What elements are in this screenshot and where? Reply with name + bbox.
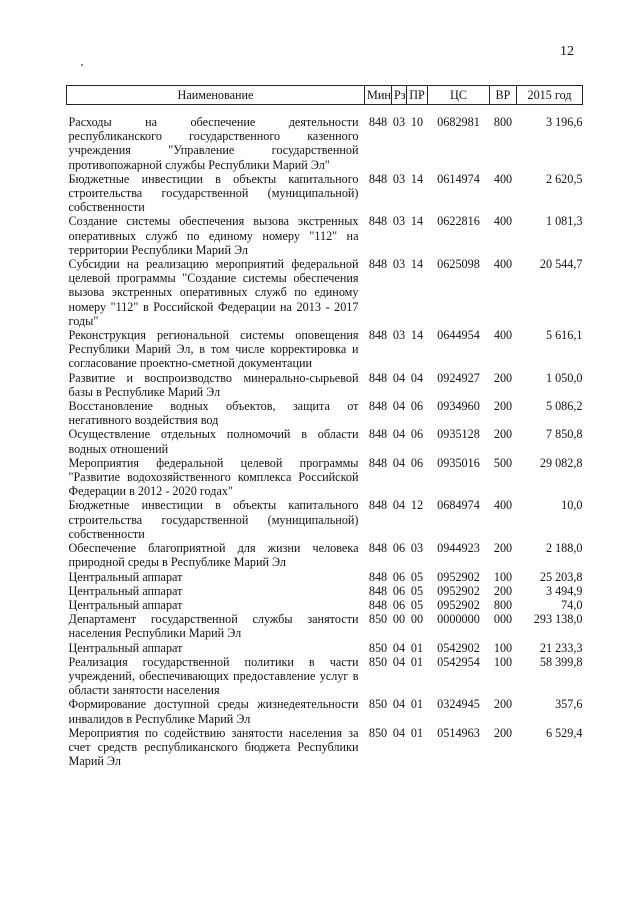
table-row	[67, 655, 583, 698]
table-row	[67, 726, 583, 769]
cell-pr: 10	[410, 115, 424, 129]
cell-vr: 400	[493, 498, 513, 513]
cell-pr: 14	[410, 328, 424, 343]
cell-vr: 500	[493, 455, 513, 470]
table-row	[67, 598, 583, 612]
cell-cs: 0614974	[437, 171, 480, 186]
cell-name: Расходы на обеспечение деятельности республиканского государственного казенного учреждения "Управление государственной противопожарной службы Республики Марий Эл"	[68, 115, 359, 172]
cell-pr: 06	[410, 455, 424, 470]
cell-sum: 21 233,3	[539, 640, 583, 655]
cell-min: 848	[368, 399, 388, 414]
cell-cs: 0682981	[437, 115, 480, 129]
cell-name: Центральный аппарат	[68, 640, 183, 655]
cell-pr: 00	[410, 612, 424, 627]
cell-min: 848	[368, 498, 388, 513]
table-row	[67, 427, 583, 455]
cell-pr: 14	[410, 257, 424, 272]
cell-name: Департамент государственной службы занятости населения Республики Марий Эл	[68, 612, 359, 641]
cell-name: Реконструкция региональной системы оповещения Республики Марий Эл, в том числе корректировка и согласование проектно-сметной документации	[68, 328, 359, 371]
cell-rz: 00	[392, 612, 406, 627]
cell-vr: 200	[493, 370, 513, 385]
cell-sum: 5 616,1	[545, 328, 583, 343]
header-name: Наименование	[67, 86, 365, 105]
header-vr: ВР	[490, 86, 517, 105]
cell-min: 848	[368, 569, 388, 584]
cell-rz: 03	[392, 214, 406, 229]
header-cs: ЦС	[428, 86, 490, 105]
cell-name: Центральный аппарат	[68, 569, 183, 584]
cell-min: 848	[368, 597, 388, 612]
cell-min: 850	[368, 697, 388, 712]
cell-vr: 200	[493, 399, 513, 414]
cell-sum: 74,0	[561, 597, 583, 612]
cell-min: 848	[368, 455, 388, 470]
cell-name: Формирование доступной среды жизнедеятельности инвалидов в Республике Марий Эл	[68, 697, 359, 726]
cell-min: 848	[368, 214, 388, 229]
cell-sum: 1 081,3	[545, 214, 583, 229]
cell-min: 848	[368, 541, 388, 556]
cell-vr: 400	[493, 214, 513, 229]
cell-cs: 0924927	[437, 370, 480, 385]
cell-vr: 100	[493, 640, 513, 655]
cell-sum: 25 203,8	[539, 569, 583, 584]
header-rz: Рз	[392, 86, 407, 105]
cell-cs: 0644954	[437, 328, 480, 343]
cell-min: 848	[368, 583, 388, 598]
table-row	[67, 498, 583, 541]
cell-pr: 06	[410, 427, 424, 442]
cell-vr: 400	[493, 257, 513, 272]
cell-sum: 2 620,5	[545, 171, 583, 186]
cell-cs: 0622816	[437, 214, 480, 229]
cell-min: 850	[368, 612, 388, 627]
cell-sum: 58 399,8	[539, 654, 583, 669]
cell-sum: 10,0	[561, 498, 583, 513]
cell-vr: 800	[493, 115, 513, 129]
cell-rz: 06	[392, 583, 406, 598]
cell-rz: 04	[392, 725, 406, 740]
cell-vr: 800	[493, 597, 513, 612]
cell-pr: 04	[410, 370, 424, 385]
cell-name: Реализация государственной политики в части учреждений, обеспечивающих предоставление услуг в области занятости населения	[68, 654, 359, 698]
cell-sum: 7 850,8	[545, 427, 583, 442]
cell-cs: 0000000	[437, 612, 480, 627]
cell-rz: 04	[392, 498, 406, 513]
cell-rz: 06	[392, 569, 406, 584]
cell-name: Бюджетные инвестиции в объекты капитального строительства государственной (муниципальной) собственности	[68, 171, 359, 215]
cell-name: Обеспечение благоприятной для жизни человека природной среды в Республике Марий Эл	[68, 541, 359, 570]
table-row	[67, 456, 583, 499]
cell-pr: 14	[410, 171, 424, 186]
cell-vr: 100	[493, 569, 513, 584]
cell-sum: 3 494,9	[545, 583, 583, 598]
cell-pr: 06	[410, 399, 424, 414]
cell-vr: 200	[493, 541, 513, 556]
cell-rz: 06	[392, 597, 406, 612]
cell-rz: 04	[392, 697, 406, 712]
cell-cs: 0934960	[437, 399, 480, 414]
cell-name: Мероприятия федеральной целевой программы "Развитие водохозяйственного комплекса Российской Федерации в 2012 - 2020 годах"	[68, 455, 359, 499]
cell-pr: 14	[410, 214, 424, 229]
cell-rz: 04	[392, 427, 406, 442]
cell-cs: 0935016	[437, 455, 480, 470]
cell-rz: 04	[392, 640, 406, 655]
table-row	[67, 257, 583, 328]
cell-min: 850	[368, 725, 388, 740]
cell-rz: 04	[392, 399, 406, 414]
cell-name: Мероприятия по содействию занятости населения за счет средств республиканского бюджета Республики Марий Эл	[68, 725, 359, 769]
cell-pr: 12	[410, 498, 424, 513]
cell-cs: 0952902	[437, 583, 480, 598]
cell-name: Создание системы обеспечения вызова экстренных оперативных служб по единому номеру "112" на территории Республики Марий Эл	[68, 214, 359, 257]
cell-pr: 05	[410, 597, 424, 612]
cell-vr: 200	[493, 427, 513, 442]
cell-sum: 293 138,0	[533, 612, 583, 627]
cell-vr: 400	[493, 328, 513, 343]
table-row	[67, 105, 583, 172]
cell-min: 850	[368, 640, 388, 655]
cell-cs: 0684974	[437, 498, 480, 513]
cell-rz: 04	[392, 370, 406, 385]
table-row	[67, 328, 583, 371]
cell-rz: 04	[392, 455, 406, 470]
cell-min: 850	[368, 654, 388, 669]
cell-sum: 1 050,0	[545, 370, 583, 385]
cell-vr: 100	[493, 654, 513, 669]
cell-name: Бюджетные инвестиции в объекты капитального строительства государственной (муниципальной) собственности	[68, 498, 359, 541]
cell-name: Развитие и воспроизводство минерально-сырьевой базы в Республике Марий Эл	[68, 370, 359, 399]
cell-min: 848	[368, 427, 388, 442]
cell-rz: 03	[392, 115, 406, 129]
cell-pr: 01	[410, 640, 424, 655]
table-row	[67, 541, 583, 569]
cell-rz: 03	[392, 328, 406, 343]
table-header-row	[67, 86, 583, 105]
cell-vr: 200	[493, 725, 513, 740]
cell-cs: 0324945	[437, 697, 480, 712]
cell-pr: 01	[410, 654, 424, 669]
table-body	[67, 105, 583, 769]
cell-cs: 0952902	[437, 597, 480, 612]
cell-sum: 357,6	[555, 697, 583, 712]
cell-min: 848	[368, 171, 388, 186]
cell-vr: 200	[493, 697, 513, 712]
budget-table	[66, 85, 583, 768]
table-row	[67, 641, 583, 655]
cell-min: 848	[368, 328, 388, 343]
cell-cs: 0514963	[437, 725, 480, 740]
cell-name: Центральный аппарат	[68, 597, 183, 612]
cell-min: 848	[368, 115, 388, 129]
cell-pr: 01	[410, 697, 424, 712]
header-min: Мин	[365, 86, 392, 105]
cell-name: Центральный аппарат	[68, 583, 183, 598]
cell-pr: 05	[410, 569, 424, 584]
cell-rz: 04	[392, 654, 406, 669]
table-row	[67, 584, 583, 598]
header-sum: 2015 год	[517, 86, 583, 105]
table-row	[67, 399, 583, 427]
cell-vr: 400	[493, 171, 513, 186]
table-row	[67, 697, 583, 725]
cell-rz: 03	[392, 171, 406, 186]
cell-vr: 000	[493, 612, 513, 627]
scan-mark: ʼ	[80, 62, 84, 74]
table-row	[67, 371, 583, 399]
cell-name: Субсидии на реализацию мероприятий федеральной целевой программы "Создание системы обеспечения вызова экстренных оперативных служб по единому номеру "112" в Российской Федерации на 2013 - 2017 годы"	[68, 257, 359, 328]
cell-cs: 0542954	[437, 654, 480, 669]
table-row	[67, 172, 583, 215]
cell-sum: 29 082,8	[539, 455, 583, 470]
cell-pr: 01	[410, 725, 424, 740]
cell-min: 848	[368, 257, 388, 272]
cell-min: 848	[368, 370, 388, 385]
cell-sum: 5 086,2	[545, 399, 583, 414]
cell-vr: 200	[493, 583, 513, 598]
cell-sum: 2 188,0	[545, 541, 583, 556]
cell-name: Осуществление отдельных полномочий в области водных отношений	[68, 427, 359, 456]
cell-cs: 0542902	[437, 640, 480, 655]
table-row	[67, 570, 583, 584]
cell-rz: 03	[392, 257, 406, 272]
table-row	[67, 214, 583, 257]
cell-sum: 3 196,6	[545, 115, 583, 129]
table-row	[67, 612, 583, 640]
cell-cs: 0944923	[437, 541, 480, 556]
cell-name: Восстановление водных объектов, защита от негативного воздействия вод	[68, 399, 359, 428]
cell-cs: 0935128	[437, 427, 480, 442]
cell-pr: 05	[410, 583, 424, 598]
cell-sum: 6 529,4	[545, 725, 583, 740]
page-number: 12	[560, 44, 574, 59]
cell-sum: 20 544,7	[539, 257, 583, 272]
cell-cs: 0952902	[437, 569, 480, 584]
cell-cs: 0625098	[437, 257, 480, 272]
cell-pr: 03	[410, 541, 424, 556]
header-pr: ПР	[407, 86, 428, 105]
cell-rz: 06	[392, 541, 406, 556]
